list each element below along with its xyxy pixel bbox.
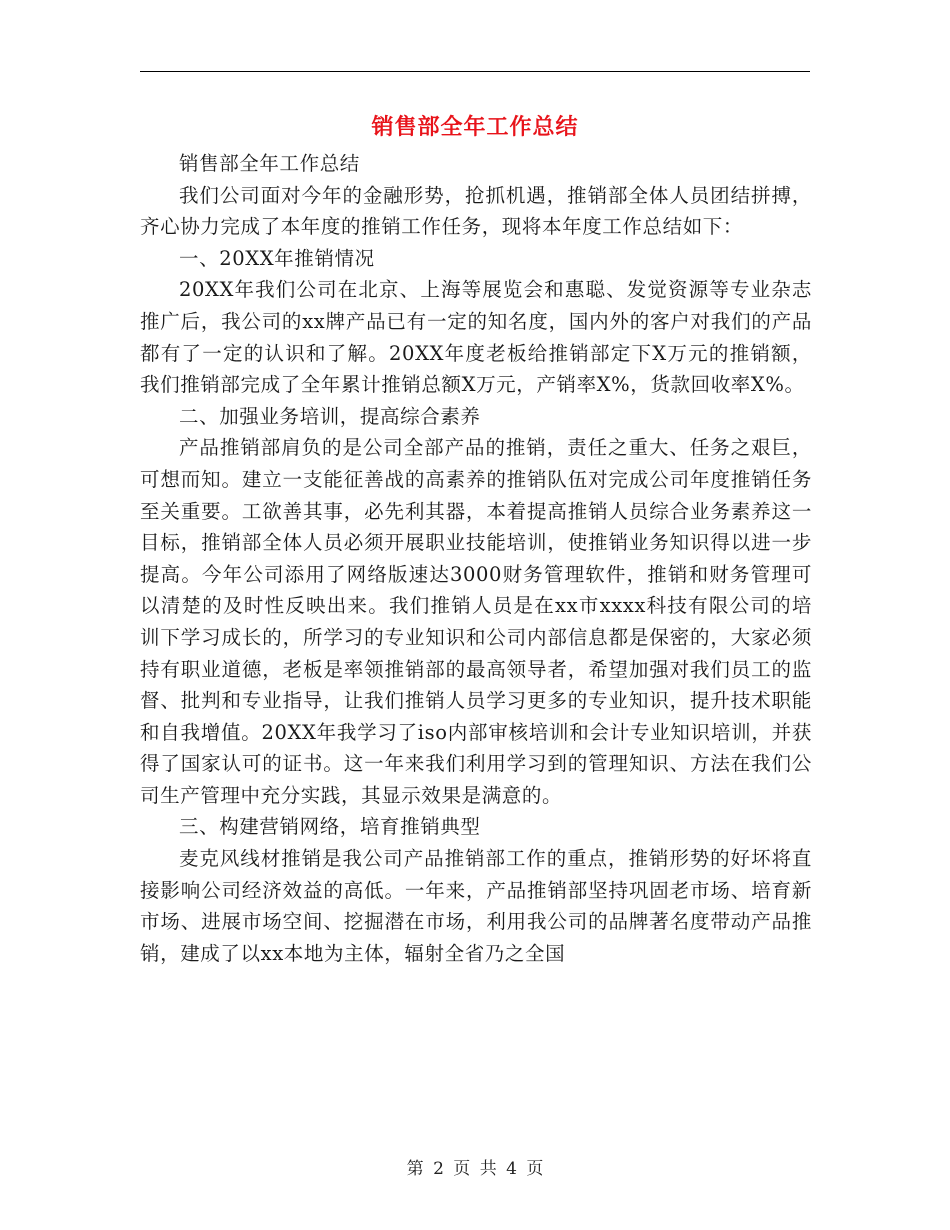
paragraph-section-1: 20XX年我们公司在北京、上海等展览会和惠聪、发觉资源等专业杂志推广后，我公司的xx牌产品已有一定的知名度，国内外的客户对我们的产品都有了一定的认识和了解。20XX年度老板给推销部定下X万元的推销额，我们推销部完成了全年累计推销总额X万元，产销率X%，货款回收率X%。 — [140, 278, 812, 397]
paragraph-section-3: 麦克风线材推销是我公司产品推销部工作的重点，推销形势的好坏将直接影响公司经济效益的高低。一年来，产品推销部坚持巩固老市场、培育新市场、进展市场空间、挖掘潜在市场，利用我公司的品牌著名度带动产品推销，建成了以xx本地为主体，辐射全省乃之全国 — [140, 847, 812, 965]
section-heading-2: 二、加强业务培训，提高综合素养 — [179, 404, 481, 428]
paragraph-subtitle: 销售部全年工作总结 — [179, 152, 360, 175]
document-title: 销售部全年工作总结 — [371, 115, 579, 140]
page-footer: 第 2 页 共 4 页 — [406, 1159, 544, 1179]
paragraph-section-2: 产品推销部肩负的是公司全部产品的推销，责任之重大、任务之艰巨，可想而知。建立一支能征善战的高素养的推销队伍对完成公司年度推销任务至关重要。工欲善其事，必先利其器，本着提高推销人员综合业务素养这一目标，推销部全体人员必须开展职业技能培训，使推销业务知识得以进一步提高。今年公司添用了网络版速达3000财务管理软件，推销和财务管理可以清楚的及时性反映出来。我们推销人员是在xx市xxxx科技有限公司的培训下学习成长的，所学习的专业知识和公司内部信息都是保密的，大家必须持有职业道德，老板是率领推销部的最高领导者，希望加强对我们员工的监督、批判和专业指导，让我们推销人员学习更多的专业知识，提升技术职能和自我增值。20XX年我学习了iso内部审核培训和会计专业知识培训，并获得了国家认可的证书。这一年来我们利用学习到的管理知识、方法在我们公司生产管理中充分实践，其显示效果是满意的。 — [140, 436, 812, 807]
header-rule — [140, 71, 810, 72]
section-heading-3: 三、构建营销网络，培育推销典型 — [179, 815, 481, 839]
section-heading-1: 一、20XX年推销情况 — [179, 246, 375, 270]
document-body — [140, 148, 812, 969]
paragraph-intro: 我们公司面对今年的金融形势，抢抓机遇，推销部全体人员团结拼搏，齐心协力完成了本年度的推销工作任务，现将本年度工作总结如下： — [140, 183, 812, 239]
